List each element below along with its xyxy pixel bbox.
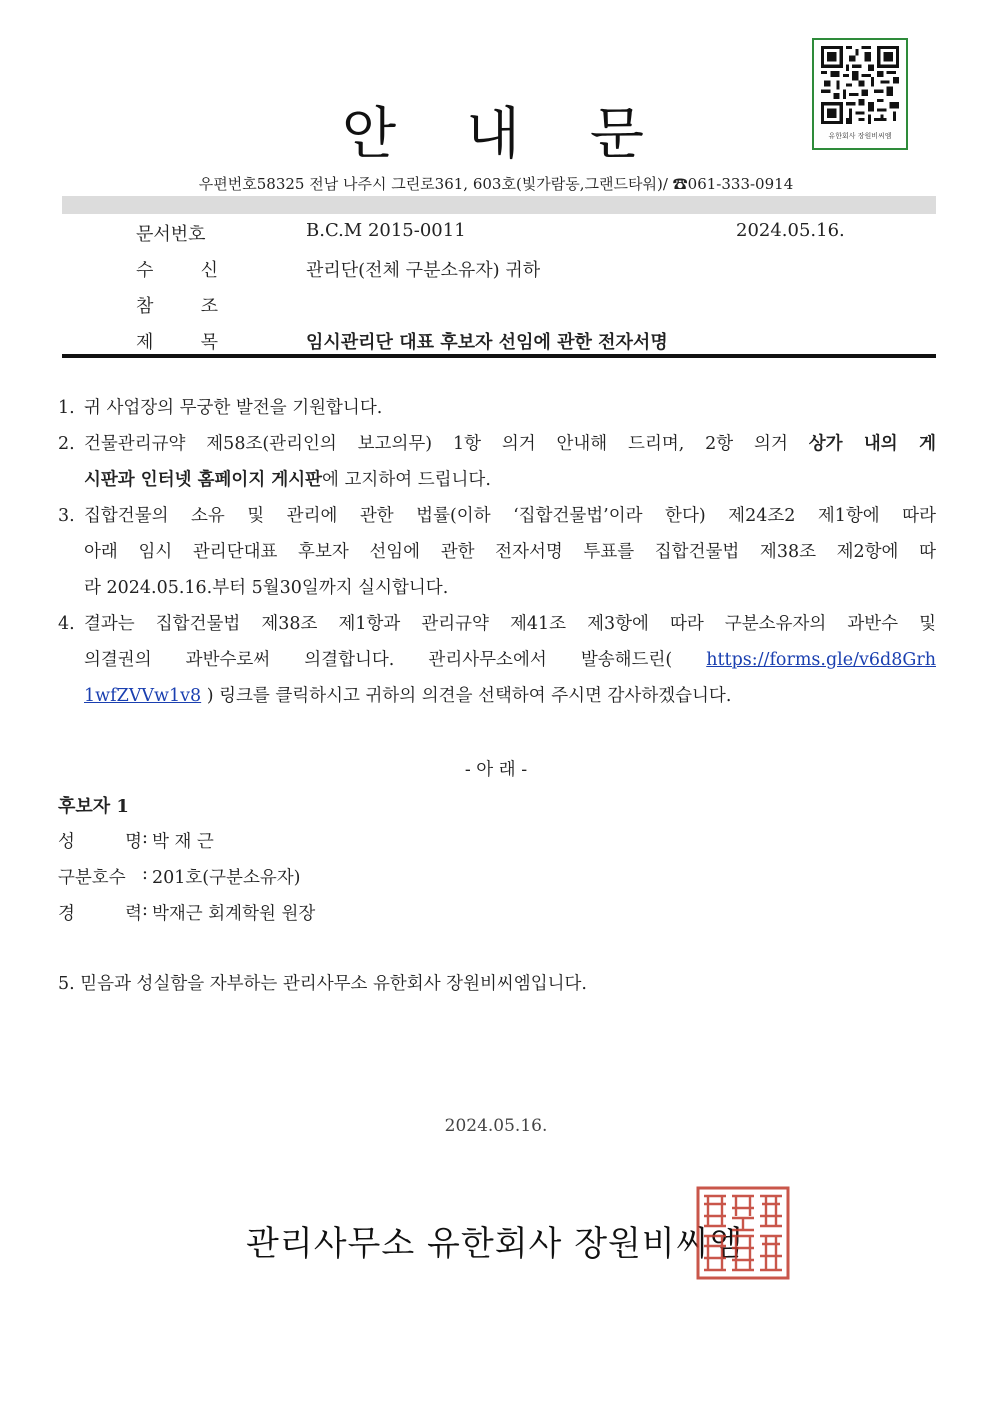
footer-date: 2024.05.16. [444, 1116, 548, 1136]
doc-number-label: 문서번호 [136, 224, 206, 245]
list-item-5: 5. 믿음과 성실함을 자부하는 관리사무소 유한회사 장원비씨엠입니다. [58, 974, 587, 994]
list-item-3: 3. 집합건물의 소유 및 관리에 관한 법률(이하 ‘집합건물법’이라 한다) 제24조2 제1항에 따라 아래 임시 관리단대표 후보자 선임에 관한 전자서명 투표를 집합건물법 제38조 제2항에 따 라 2024.05.16.부터 5월30일까지 실시합니다. [58, 506, 936, 598]
meta-divider [62, 354, 936, 358]
seal-stamp-icon [696, 1186, 790, 1280]
candidate-heading: 후보자 1 [58, 796, 129, 817]
subject-value: 임시관리단 대표 후보자 선임에 관한 전자서명 [306, 332, 668, 353]
candidate-unit: 201호(구분소유자) [152, 868, 301, 888]
section-heading: - 아 래 - [464, 760, 528, 780]
list-item-2: 2. 건물관리규약 제58조(관리인의 보고의무) 1항 의거 안내해 드리며, 2항 의거 상가 내의 게 시판과 인터넷 홈페이지 게시판에 고지하여 드립니다. [58, 434, 936, 490]
reference-label: 참 조 [136, 296, 218, 317]
list-item-1: 1. 귀 사업장의 무궁한 발전을 기원합니다. [58, 398, 383, 418]
candidate-name-row: 성 명 : 박 재 근 [58, 828, 214, 852]
doc-date: 2024.05.16. [736, 220, 845, 241]
form-link-continued[interactable]: 1wfZVVw1v8 [84, 686, 202, 706]
candidate-name: 박 재 근 [152, 832, 214, 852]
candidate-career: 박재근 회계학원 원장 [152, 904, 316, 924]
sender-name: 관리사무소 유한회사 장원비씨엠 [246, 1224, 744, 1264]
subject-label: 제 목 [136, 332, 218, 353]
qr-caption: 유한회사 장원비씨엠 [828, 132, 892, 140]
header-divider [62, 196, 936, 214]
recipient-label: 수 신 [136, 260, 218, 281]
list-item-4: 4. 결과는 집합건물법 제38조 제1항과 관리규약 제41조 제3항에 따라 구분소유자의 과반수 및 의결권의 과반수로써 의결합니다. 관리사무소에서 발송해드린( https://forms.gle/v6d8Grh 1wfZVVw1v8 ) 링크를 클릭하시고 귀하의 의견을 선택하여 주시면 감사하겠습니다. [58, 614, 936, 706]
candidate-career-row: 경 력 : 박재근 회계학원 원장 [58, 900, 316, 924]
doc-number-value: B.C.M 2015-0011 [306, 220, 466, 241]
page-title: 안 내 문 [342, 102, 670, 167]
candidate-unit-row: 구분호수 : 201호(구분소유자) [58, 864, 301, 888]
sender-address: 우편번호58325 전남 나주시 그린로361, 603호(빛가람동,그랜드타워)/ ☎061-333-0914 [198, 175, 794, 193]
recipient-value: 관리단(전체 구분소유자) 귀하 [306, 260, 541, 281]
form-link[interactable]: https://forms.gle/v6d8Grh [706, 650, 936, 670]
